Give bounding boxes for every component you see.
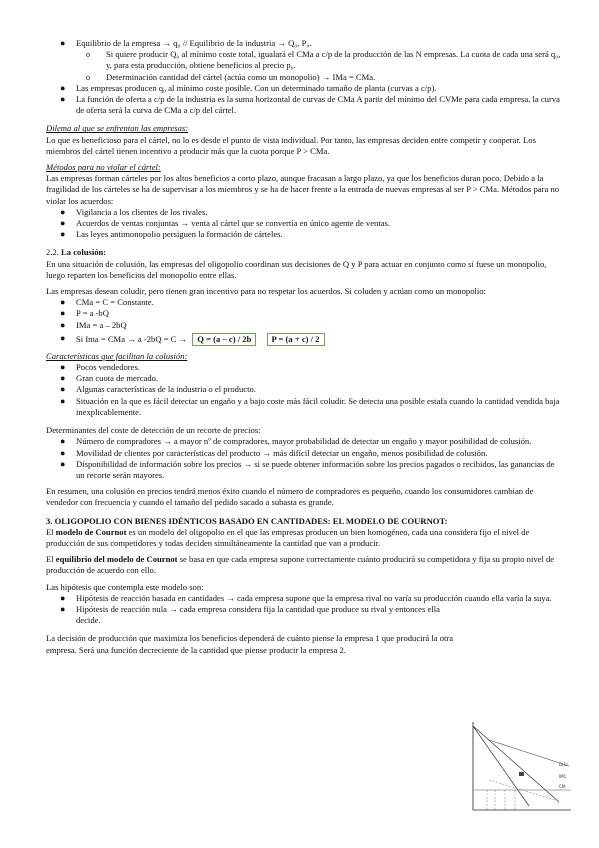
paragraph: Determinantes del coste de detección de un recorte de precios:	[46, 425, 261, 436]
bullet: ●	[60, 436, 66, 447]
list-item-text: La función de oferta a c/p de la industria es la suma horizontal de curvas de CMa A partir del mínimo del CVMe para cada empresa, la curva de oferta será la curva de CMa a c/p del cártel.	[76, 94, 560, 116]
sub-list-item	[86, 72, 562, 83]
paragraph: Las empresas forman cárteles por los altos beneficios a corto plazo, aunque fracasan a largo plazo, ya que los beneficios duran poco. Debido a la fragilidad de los cárteles se ha de supervisar a los miembros y se ha de hacer frente a la entrada de nuevas empresas al ser P > CMa. Métodos para no violar los acuerdos:	[46, 173, 560, 206]
list-item-text: Disponibilidad de información sobre los precios → si se puede obtener información sobre los precios pagados o recibidos, las ganancias de un recorte serán mayores.	[76, 458, 555, 480]
list-item-text: Número de compradores → a mayor nº de compradores, mayor probabilidad de detectar un engaño y mayor posibilidad de colusión.	[76, 436, 532, 447]
bullet: ●	[60, 319, 66, 330]
list-item	[46, 229, 562, 240]
bullet: ●	[60, 362, 66, 373]
paragraph: En resumen, una colusión en precios tendrá menos éxito cuando el número de compradores es pequeño, cuando los consumidores cambian de vendedor con frecuencia y cuando el tamaño del pedido sacado a subasta es grande.	[46, 486, 534, 508]
demand-line	[473, 726, 559, 802]
list-item-text: Pocos vendedores.	[76, 362, 140, 373]
list-item-text: Situación en la que es fácil detectar un engaño y a bajo coste más fácil coludir. Se detecta una posible estafa cuando la cantidad vendida baja inexplicablemente.	[76, 395, 560, 417]
bullet: ●	[60, 592, 66, 603]
list-item-text: Las empresas producen q₀ al mínimo coste posible. Con un determinado tamaño de planta (curvas a c/p).	[76, 82, 437, 93]
sub-list-item-text: Si quiere producir Q₀ al mínimo coste total, igualará el CMa a c/p de la producción de las N empresas. La cuota de cada una será q₀, y, para esta producción, obtiene beneficios al precio p₀.	[106, 49, 561, 71]
list-item	[46, 320, 562, 331]
paragraph: Lo que es beneficioso para el cártel, no lo es desde el punto de vista individual. Por tanto, las empresas deciden entre competir y cooperar. Los miembros del cártel tienen incentivo a producir más que la cuota porque P > CMa.	[46, 134, 536, 156]
bullet: ●	[60, 206, 66, 217]
curve-label: D(1)	[559, 762, 568, 767]
marker	[519, 772, 524, 776]
list-item-text: Movilidad de clientes por características del producto → más difícil detectar un engaño, menos posibilidad de colusión.	[76, 447, 488, 458]
curve-line	[489, 740, 569, 766]
bullet: ●	[60, 447, 66, 458]
list-item	[46, 308, 562, 319]
bold-term: equilibrio del modelo de Cournot	[55, 554, 178, 565]
paragraph	[46, 527, 562, 549]
formula-text: Si Ima = CMa → a -2bQ = C →	[76, 333, 188, 344]
bullet: ●	[60, 384, 66, 395]
list-item	[46, 38, 562, 49]
list-item-text: Gran cuota de mercado.	[76, 373, 159, 384]
list-item-text: Hipótesis de reacción nula → cada empresa considera fija la cantidad que produce su rival y entonces ella decide.	[76, 603, 440, 626]
list-item-text: P = a -bQ	[76, 308, 109, 319]
formula-box-p: P = (a + c) / 2	[267, 333, 325, 346]
list-item-text: Hipótesis de reacción basada en cantidades → cada empresa supone que la empresa rival no varía su producción cuando ella varía la suya.	[76, 592, 552, 603]
sub-list-item-text: Determinación cantidad del cártel (actúa como un monopolio) → IMa = CMa.	[106, 71, 376, 82]
list-item	[46, 593, 562, 604]
marginal-revenue-line	[473, 726, 529, 806]
list-item	[46, 362, 562, 373]
section-heading	[46, 247, 562, 258]
bullet: ●	[60, 38, 66, 48]
paragraph: Las empresas desean coludir, pero tienen gran incentivo para no respetar los acuerdos. Si coluden y actúan como un monopolio:	[46, 286, 486, 297]
section-heading: Características que facilitan la colusión:	[46, 350, 188, 361]
list-item	[46, 94, 562, 116]
list-item	[46, 459, 562, 481]
text-run: se basa en que cada empresa supone correctamente cuánto producirá su competidora y fija su propio nivel de producción de acuerdo con ello.	[46, 554, 555, 576]
formula-box-q: Q = (a – c) / 2b	[192, 333, 256, 346]
heading-number: 2.2.	[46, 247, 62, 258]
bullet: ●	[60, 395, 66, 406]
list-item-text: Vigilancia a los clientes de los rivales.	[76, 206, 208, 217]
list-item-text: Las leyes antimonopolio persiguen la formación de cárteles.	[76, 229, 283, 240]
sub-bullet: o	[86, 50, 90, 60]
sub-list-item	[86, 49, 562, 71]
text-run: es un modelo del oligopolio en el que las empresas producen un bien homogéneo, cada una considera fijo el nivel de producción de sus competidores y todas deciden simultáneamente la cantidad que van a producir.	[46, 526, 530, 548]
paragraph: En una situación de colusión, las empresas del oligopolio coordinan sus decisiones de Q y P para actuar en conjunto como si fuese un monopolio, luego reparten los beneficios del monopolio entre ellas.	[46, 258, 547, 280]
heading-text: La colusión:	[61, 247, 107, 258]
list-item	[46, 448, 562, 459]
list-item	[46, 207, 562, 218]
list-item-text: Acuerdos de ventas conjuntas → venta al cártel que se convertía en único agente de ventas.	[76, 218, 391, 229]
list-item	[46, 604, 466, 626]
bullet: ●	[60, 82, 66, 93]
list-item	[46, 384, 562, 395]
list-item	[46, 396, 562, 418]
bullet: ●	[60, 373, 66, 384]
bullet: ●	[60, 218, 66, 229]
bullet: ●	[60, 94, 66, 105]
list-item	[46, 373, 562, 384]
paragraph: La decisión de producción que maximiza los beneficios dependerá de cuánto piense la empresa 1 que producirá la otra empresa. Será una función decreciente de la cantidad que piense producir la empresa 2.	[46, 633, 454, 655]
curve-label: IM1	[559, 774, 567, 779]
list-item	[46, 297, 562, 308]
bullet: ●	[60, 332, 66, 343]
list-item-text: Algunas características de la industria o el producto.	[76, 384, 256, 395]
document-body	[46, 38, 562, 656]
bullet: ●	[60, 229, 66, 240]
list-item-text: IMa = a – 2bQ	[76, 319, 127, 330]
paragraph	[46, 554, 562, 576]
section-heading: 3. OLIGOPOLIO CON BIENES IDÉNTICOS BASADO EN CANTIDADES: EL MODELO DE COURNOT:	[46, 515, 448, 526]
curve-label: CM	[559, 784, 566, 789]
list-item	[46, 333, 562, 346]
list-item	[46, 83, 562, 94]
sub-bullet: o	[86, 72, 90, 82]
bullet: ●	[60, 297, 66, 308]
list-item-text: CMa = C = Constante.	[76, 297, 154, 308]
list-item	[46, 436, 562, 447]
bullet: ●	[60, 308, 66, 319]
bullet: ●	[60, 603, 66, 614]
text-run: El	[46, 526, 56, 537]
text-run: El	[46, 554, 56, 565]
section-heading: Métodos para no violar el cártel:	[46, 162, 161, 173]
list-item	[46, 218, 562, 229]
list-item-text	[76, 333, 562, 346]
cournot-figure	[459, 718, 575, 830]
list-item-text: Equilibrio de la empresa → q₀ // Equilibrio de la industria → Q₀, P₀.	[76, 38, 312, 48]
bold-term: modelo de Cournot	[55, 526, 127, 537]
paragraph: Las hipótesis que contempla este modelo son:	[46, 581, 204, 592]
bullet: ●	[60, 458, 66, 469]
section-heading: Dilema al que se enfrentan las empresas:	[46, 123, 189, 134]
